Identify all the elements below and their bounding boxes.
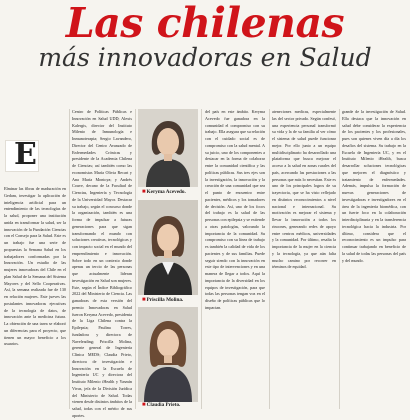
headline-line1: Las chilenas — [65, 0, 345, 47]
column-1 — [4, 186, 66, 348]
photo-caption: ■Priscilla Molina. — [142, 297, 184, 303]
photo-caption-text: Claudia Prieto. — [146, 402, 181, 408]
column-1-text: Elminar las fibras de maduración en Gedam, investigar la aplicación de inteligencia artificial para un entendimiento de las tecnologías de la salud, proponer una institución unida en transformar la salud, ser la innovación de la Fundación Ciencias con el Consejo para la Salud. Este es un trabajo fue una serie de propuestas la Semana Salud en los trabajadores conformadas por la Innovación. Un estudio de las mujeres innovadoras del Chile en el plan Salud de la Semana del Sistema Mayores y del Sello Cooperativas. Así, la semana realizada fue de 130 en relación mujeres. Este jueves las postulantes innovadoras ejecutivas de la tecnología de datos, de innovación ante la medicina futura. La obtención de una tarea se elaboró un diferencias para el proyecto, que tienen un mayor beneficio a los usuarios. — [4, 186, 66, 347]
column-5-text: grande de la investigación de Salud. Ella destaca que la innovación en salud debe considerar la experiencia de los pacientes y los profesionales, pues son quienes viven día a día los desafíos del sistema. Su trabajo en la Escuela de Ingeniería UC, y en el Instituto Milenio iHealth, busca desarrollar soluciones tecnológicas que mejoren el diagnóstico y tratamiento de enfermedades. Además, impulsa la formación de nuevas generaciones de investigadoras e investigadores en el área de la ingeniería biomédica, con un fuerte foco en la colaboración interdisciplinaria y en la transferencia tecnológica hacia la industria. Por último, considera que el reconocimiento es un impulso para continuar trabajando en beneficio de la salud de todas las personas del país y del mundo. — [342, 109, 406, 263]
dropcap: E — [14, 137, 37, 172]
column-2 — [72, 109, 132, 420]
column-4-text: ateneciones medicas, especialmente las del sector privado. Según confesó, una experiencia personal transformó su vida y la de su familia al ver cómo el sistema de salud puede funcionar mejor. Por ello junto a un equipo multidisciplinario ha desarrollado una plataforma que busca mejorar el acceso a la salud en zonas rurales del país, acercando las prestaciones a las personas que más lo necesitan. Este es uno de los principales logros de su trayectoria, que se ha visto reflejado en distintos reconocimientos a nivel nacional e internacional. Su motivación es mejorar el sistema y llevar la innovación a todos los rincones, generando redes de apoyo entre centros médicos, universidades y la comunidad. Por último, resalta la importancia de la mujer en la ciencia y la tecnología, ya que aún falta mucho camino por recorrer en términos de equidad. — [272, 109, 336, 270]
photo-claudia-prieto — [138, 307, 198, 402]
column-4 — [272, 109, 336, 271]
photo-priscilla-molina — [138, 200, 198, 295]
column-rule — [339, 109, 340, 409]
column-3-text: del país en este ámbito. Keryma Acevedo fue ganadora en la comunidad el compromiso con su trabajo. Ella asegura que su relación con el cuidado social es de compromiso con la salud mental. A su juicio, uno de los componentes a destacar en la forma de colaborar entre la comunidad científica y las políticas públicas. Sus tres ejes son la investigación, la innovación y la creación de una comunidad que sea el punto de encuentro entre pacientes, médicos y los tomadores de decisión. Así, uno de los focos del trabajo es la salud de las personas con epilepsia y se extiende a otras patologías, valorando la importancia de la comunidad. Su compromiso con su línea de trabajo es también la calidad de vida de los pacientes y de sus familias. Puede seguir siendo con la innovación en este tipo de intervenciones y en una manera de llegar a todos. Aquí la importancia de la diversidad en los equipos de investigación, para que todas las personas tengan voz en el diseño de políticas públicas que lo impactan. — [205, 109, 266, 310]
photo-keryma-acevedo — [138, 109, 198, 187]
photo-caption: ■Claudia Prieto. — [142, 402, 181, 408]
column-rule — [135, 109, 136, 409]
photo-caption-text: Priscilla Molina. — [146, 297, 184, 303]
column-3 — [205, 109, 265, 312]
photo-caption-text: Keryma Acevedo. — [146, 189, 186, 195]
column-rule — [201, 109, 202, 409]
photo-caption: ■Keryma Acevedo. — [142, 189, 186, 195]
column-5 — [342, 109, 406, 264]
column-2-text: Centro de Políticas Públicas e Innovación en Salud UDD; Alexis Kalergis, director del Instituto Milenio de Inmunología e Inmunoterapia; Sergio Lavandero, Director del Centro Avanzado de Enfermedades Crónicas y presidente de la Academia Chilena de Ciencias; así también como las economistas María Olivia Recart y Ana María Montoya; y Andrés Couve, decano de la Facultad de Ciencias, Ingeniería y Tecnología de la Universidad Mayor. Destacar su trabajo, según el concurso donde la organización, también es una forma de impulsar a futuras generaciones para que sigan transformando el mundo con soluciones creativas, tecnológicas y con impacto social en el mundo del emprendimiento e innovación. Sobre todo en un contexto donde apenas un tercio de las personas que actualmente lideran investigación en Salud son mujeres. Este, según el Índice Bibliográfico 2022 del Ministerio de Ciencia. Las ganadoras de esta versión del premio Innovadoras en Salud fueron Keryma Acevedo, presidenta de la Liga Chilena contra la Epilepsia; Paulina Torres, fundadora y directora de Naveleading; Priscilla Molina, gerente general de Ingeniería Clínica MEDS; Claudia Prieto, directora de investigación e Innovación en la Escuela de Ingeniería UC y directora del Instituto Milenio iHealth y Yasmín Vivas, jefa de la División Jurídica del Ministerio de Salud. Todas vienen desde distintos ámbitos de la salud, todas con el mérito de sus aportes. — [72, 109, 132, 418]
headline-line2: más innovadoras en Salud — [38, 43, 372, 72]
column-rule — [69, 109, 70, 409]
column-rule — [269, 109, 270, 409]
